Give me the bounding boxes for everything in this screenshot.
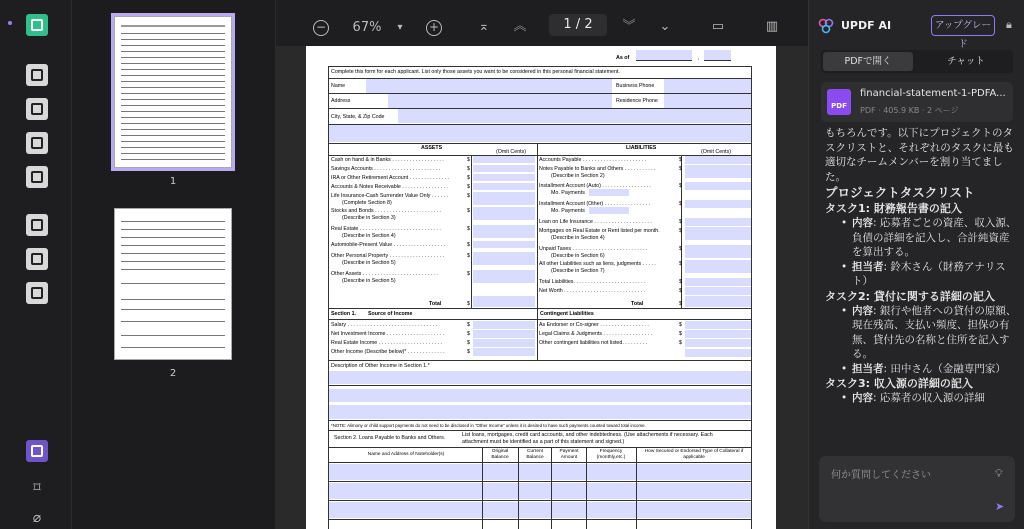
liability-dollar-sign: $: [679, 201, 682, 207]
income-value-field[interactable]: [473, 330, 535, 338]
form-tool-icon[interactable]: [26, 132, 48, 154]
thumbnail-label-1: 1: [169, 176, 177, 187]
liability-row-label: Mortgages on Real Estate or Rent listed per month.: [539, 228, 660, 234]
omit-cents-liabilities: (Omit Cents): [701, 149, 732, 155]
liability-dollar-sign: $: [679, 183, 682, 189]
liability-value-field[interactable]: [685, 245, 751, 258]
next-page-icon[interactable]: ︾: [622, 19, 636, 34]
income-row-label: Salary . . . . . . . . . . . . . . . . . . . . . . . . . . . . . . .: [331, 322, 438, 328]
last-page-icon[interactable]: ⌄: [659, 19, 671, 34]
liabilities-header: LIABILITIES: [626, 145, 657, 151]
ask-box[interactable]: [819, 456, 1015, 522]
edit-pdf-icon[interactable]: [26, 98, 48, 120]
other-income-desc-label: Description of Other Income in Section 1.*: [331, 363, 430, 369]
income-dollar-sign: $: [467, 322, 470, 328]
asset-row-sublabel: (Describe in Section 5): [342, 278, 396, 284]
asset-row-label: Other Assets . . . . . . . . . . . . . . . . . . . . . . . . . .: [331, 271, 438, 277]
liability-row-sublabel: Mo. Payments: [551, 190, 585, 196]
liability-row-label: Loan on Life Insurance . . . . . . . . . . . . . . . . . . . .: [539, 219, 652, 225]
asset-row-sublabel: (Complete Section 8): [342, 200, 392, 206]
file-card[interactable]: [821, 82, 1013, 122]
crop-pages-icon[interactable]: [26, 248, 48, 270]
liability-row-label: Installment Account (Auto) . . . . . . . . . . . . . . . . .: [539, 183, 651, 189]
fill-sign-icon[interactable]: [26, 166, 48, 188]
liability-dollar-sign: $: [679, 246, 682, 252]
liability-value-field[interactable]: [685, 287, 751, 295]
asset-value-field[interactable]: [473, 183, 535, 190]
previous-page-icon[interactable]: ︽: [513, 19, 527, 34]
residence-phone-label: Residence Phone: [616, 98, 658, 104]
liability-row-label: Unpaid Taxes . . . . . . . . . . . . . . . . . . . . . . . . . .: [539, 246, 648, 252]
contingent-title: Contingent Liabilities: [540, 311, 594, 317]
name-label: Name: [331, 83, 346, 89]
loans-table-column-header: Current Balance: [526, 449, 544, 460]
asset-dollar-sign: $: [467, 175, 470, 181]
income-row-label: Other Income (Describe below)* . . . . . . . . . . . . .: [331, 349, 445, 355]
name-field[interactable]: [366, 79, 612, 93]
liability-row-label: All other Liabilities such as liens, judgments . . . . .: [539, 261, 656, 267]
contingent-dollar-sign: $: [679, 322, 682, 328]
liability-value-field[interactable]: [685, 156, 751, 164]
income-value-field[interactable]: [473, 348, 535, 356]
liability-row-sublabel: (Describe in Section 4): [551, 235, 605, 241]
task-list-title: プロジェクトタスクリスト: [825, 185, 975, 200]
active-dot-indicator: [8, 21, 12, 25]
asset-dollar-sign: $: [467, 157, 470, 163]
city-state-zip-field[interactable]: [398, 109, 751, 123]
instructions: Complete this form for each applicant. List only those assets you want to be considered in this personal financial statement.: [331, 69, 620, 75]
zoom-dropdown-icon[interactable]: ▾: [397, 22, 403, 33]
thumbnail-panel: [72, 0, 276, 529]
asset-total-dollar: $: [467, 301, 470, 307]
other-income-desc-field-1[interactable]: [329, 371, 751, 384]
as-of-comma: ,: [698, 55, 700, 61]
as-of-date-field[interactable]: [636, 50, 692, 60]
liability-dollar-sign: $: [679, 288, 682, 294]
income-dollar-sign: $: [467, 349, 470, 355]
asset-row-sublabel: (Describe in Section 3): [342, 215, 396, 221]
upgrade-button[interactable]: アップグレード: [931, 15, 995, 36]
asset-row-label: Stocks and Bonds . . . . . . . . . . . . . . . . . . . . . . .: [331, 208, 442, 214]
income-value-field[interactable]: [473, 339, 535, 347]
liability-dollar-sign: $: [679, 261, 682, 267]
prompt-suggestion-icon[interactable]: 💡︎: [995, 467, 1003, 480]
omit-cents-assets: (Omit Cents): [496, 149, 527, 155]
section2-label: Section 2. Loans Payable to Banks and Others.: [334, 435, 446, 441]
contingent-dollar-sign: $: [679, 340, 682, 346]
liability-row-sublabel: (Describe in Section 2): [551, 173, 605, 179]
liability-value-field[interactable]: [685, 218, 751, 226]
liability-row-sublabel: (Describe in Section 6): [551, 253, 605, 259]
city-state-zip-field-2[interactable]: [329, 125, 751, 142]
liability-value-field[interactable]: [685, 227, 751, 240]
task-1-title: タスク1: 財務報告書の記入: [825, 202, 962, 215]
liability-row-label: Accounts Payable . . . . . . . . . . . . . . . . . . . . . .: [539, 157, 647, 163]
asset-value-field[interactable]: [473, 156, 535, 163]
pdf-file-icon: PDF: [827, 89, 851, 115]
asset-value-field[interactable]: [473, 174, 535, 181]
loans-table-column-header: How Secured or Endorsed Type of Collateral if applicable: [644, 449, 744, 460]
task-1-owner: • 担当者: 鈴木さん（財務アナリスト）: [841, 260, 1017, 289]
contingent-row-label: As Endorser or Co-signer . . . . . . . . . . . . . . . . .: [539, 322, 649, 328]
as-of-label: As of: [616, 55, 630, 61]
task-3-content: • 内容: 応募者の収入源の詳細: [841, 391, 1017, 406]
asset-value-field[interactable]: [473, 192, 535, 205]
asset-dollar-sign: $: [467, 271, 470, 277]
asset-value-field[interactable]: [473, 252, 535, 265]
income-dollar-sign: $: [467, 331, 470, 337]
address-field[interactable]: [388, 94, 612, 108]
loans-table-row-2[interactable]: [329, 483, 751, 499]
ask-input[interactable]: 何か質問してください: [831, 470, 931, 481]
other-income-desc-field-2[interactable]: [329, 389, 751, 402]
contingent-value-field[interactable]: [685, 330, 751, 338]
contingent-value-field[interactable]: [685, 349, 751, 357]
liability-value-field[interactable]: [685, 165, 751, 178]
liability-row-label: Notes Payable to Banks and Others . . . . . . . . . . .: [539, 166, 656, 172]
document-toolbar: [276, 0, 808, 46]
income-dollar-sign: $: [467, 340, 470, 346]
asset-row-label: IRA or Other Retirement Account . . . . . . . . . . . . . .: [331, 175, 450, 181]
pdf-viewer[interactable]: [276, 46, 808, 529]
loans-table-column-header: Frequency (monthly,etc.): [596, 449, 626, 460]
liability-dollar-sign: $: [679, 279, 682, 285]
task-1-content: • 内容: 応募者ごとの資産、収入源、負債の詳細を記入し、合計純資産を算出する。: [841, 216, 1017, 260]
liabilities-total-field[interactable]: [685, 296, 751, 307]
asset-value-field[interactable]: [473, 241, 535, 248]
organize-pages-icon[interactable]: [26, 214, 48, 236]
presentation-icon[interactable]: ▭: [711, 19, 725, 34]
zoom-level[interactable]: 67%: [352, 20, 382, 35]
business-phone-field[interactable]: [664, 79, 751, 93]
asset-row-label: Life Insurance-Cash Surrender Value Only . . . . . .: [331, 193, 449, 199]
page-thumbnail-2[interactable]: [114, 208, 232, 360]
asset-value-field[interactable]: [473, 225, 535, 238]
contingent-row-label: Legal Claims & Judgments . . . . . . . . . . . . . . . . .: [539, 331, 653, 337]
pdf-page: [306, 46, 776, 529]
asset-dollar-sign: $: [467, 193, 470, 199]
task-2-content: • 内容: 銀行や他者への貸付の原額、現在残高、支払い頻度、担保の有無、貸付先の名称と住所を記入する。: [841, 304, 1017, 362]
assets-header: ASSETS: [421, 145, 443, 151]
contingent-value-field[interactable]: [685, 321, 751, 329]
liability-value-field[interactable]: [685, 182, 751, 190]
income-value-field[interactable]: [473, 321, 535, 329]
liability-value-field[interactable]: [685, 200, 751, 208]
business-phone-label: Business Phone: [616, 83, 655, 89]
send-icon[interactable]: ➤: [995, 500, 1005, 513]
asset-row-label: Other Personal Property . . . . . . . . . . . . . . . . . . .: [331, 253, 445, 259]
first-page-icon[interactable]: ⌅: [478, 19, 490, 34]
ai-panel-title: UPDF AI: [841, 19, 892, 32]
loans-table-row-1[interactable]: [329, 464, 751, 480]
liability-row-label: Total Liabilities. . . . . . . . . . . . . . . . . . . . . . . . .: [539, 279, 646, 285]
zoom-in-button[interactable]: +: [426, 20, 442, 36]
zoom-out-button[interactable]: −: [313, 20, 329, 36]
contingent-row-label: Other contingent liabilities not listed. . . . . . . . .: [539, 340, 648, 346]
asset-value-field[interactable]: [473, 165, 535, 172]
tab-open-pdf[interactable]: PDFで開く: [823, 52, 913, 71]
asset-row-label: Real Estate . . . . . . . . . . . . . . . . . . . . . . . . . . . .: [331, 226, 441, 232]
other-income-desc-field-3[interactable]: [329, 405, 751, 419]
liability-dollar-sign: $: [679, 157, 682, 163]
response-intro: もちろんです。以下にプロジェクトのタスクリストと、それぞれのタスクに最も適切なチームメンバーを割り当てました。: [825, 127, 1014, 183]
thumbnail-label-2: 2: [169, 368, 177, 379]
task-2-owner: • 担当者: 田中さん（金融専門家）: [841, 362, 1017, 377]
loans-table-column-header: Payment Amount: [559, 449, 579, 460]
liabilities-total-label: Total: [631, 301, 644, 307]
asset-dollar-sign: $: [467, 226, 470, 232]
liability-row-label: Net Worth . . . . . . . . . . . . . . . . . . . . . . . . . . . .: [539, 288, 646, 294]
ai-mode-tabs: [821, 50, 1013, 73]
loans-table-column-header: Original Balance: [491, 449, 509, 460]
page-display-icon[interactable]: ▥: [765, 19, 779, 34]
lock-icon[interactable]: 🔒︎: [1006, 18, 1012, 31]
mo-payment-field[interactable]: [589, 189, 629, 196]
asset-value-field[interactable]: [473, 270, 535, 283]
task-2-title: タスク2: 貸付に関する詳細の記入: [825, 289, 995, 303]
asset-row-label: Accounts & Notes Receivable . . . . . . . . . . . . . . . .: [331, 184, 448, 190]
contingent-dollar-sign: $: [679, 331, 682, 337]
asset-dollar-sign: $: [467, 184, 470, 190]
asset-dollar-sign: $: [467, 166, 470, 172]
page-indicator[interactable]: 1 / 2: [549, 14, 607, 36]
income-row-label: Net Investment Income . . . . . . . . . . . . . . . . . . . .: [331, 331, 445, 337]
asset-row-sublabel: (Describe in Section 5): [342, 260, 396, 266]
liability-row-sublabel: Mo. Payments: [551, 208, 585, 214]
page-thumbnail-1[interactable]: [114, 16, 232, 168]
residence-phone-field[interactable]: [664, 94, 751, 108]
section1-label: Section 1.: [331, 311, 357, 317]
ai-response: [825, 126, 1017, 448]
address-label: Address: [331, 98, 351, 104]
liability-dollar-sign: $: [679, 228, 682, 234]
asset-row-label: Savings Accounts . . . . . . . . . . . . . . . . . . . . . . .: [331, 166, 441, 172]
liability-total-dollar: $: [679, 301, 682, 307]
section2-description: List loans, mortgages, credit card accounts, and other indebtedness. (Use attachements if necessary. Each attachment must be identified as a part of this statement and signed.): [462, 432, 713, 445]
as-of-year-field[interactable]: [704, 50, 731, 60]
alimony-note: *NOTE: Alimony or child support payments do not need to be disclosed in "Other Income" unless it is desired to have such payments counted toward total income.: [331, 423, 646, 428]
contingent-value-field[interactable]: [685, 339, 751, 347]
attachment-icon[interactable]: ⌀: [32, 510, 42, 526]
asset-row-label: Cash on hand & in Banks . . . . . . . . . . . . . . . . . .: [331, 157, 444, 163]
income-row-label: Real Estate Income . . . . . . . . . . . . . . . . . . . . . .: [331, 340, 442, 346]
liability-row-sublabel: (Describe in Section 7): [551, 268, 605, 274]
mo-payment-field[interactable]: [589, 207, 629, 214]
bookmark-icon[interactable]: ⌑: [33, 480, 41, 496]
updf-ai-logo-icon: [818, 18, 834, 34]
file-meta: PDF · 405.9 KB · 2 ページ: [860, 106, 959, 115]
liability-value-field[interactable]: [685, 278, 751, 286]
asset-dollar-sign: $: [467, 242, 470, 248]
reader-mode-icon[interactable]: [26, 14, 48, 36]
task-3-title: タスク3: 収入源の詳細の記入: [825, 377, 973, 390]
assets-total-field[interactable]: [473, 296, 535, 307]
city-state-zip-label: City, State, & Zip Code: [331, 114, 385, 120]
protect-pdf-icon[interactable]: [26, 282, 48, 304]
assets-total-label: Total: [429, 301, 442, 307]
loans-table-column-header: Name and Address of Noteholder(s): [367, 452, 445, 457]
asset-dollar-sign: $: [467, 208, 470, 214]
liability-dollar-sign: $: [679, 219, 682, 225]
asset-value-field[interactable]: [473, 207, 535, 220]
layers-icon[interactable]: [26, 440, 48, 462]
asset-row-sublabel: (Describe in Section 4): [342, 233, 396, 239]
tab-chat[interactable]: チャット: [947, 56, 985, 67]
left-toolbar: [0, 0, 72, 529]
liability-value-field[interactable]: [685, 260, 751, 273]
section1-title: Source of Income: [368, 311, 413, 317]
asset-row-label: Automobile-Present Value . . . . . . . . . . . . . . . . . .: [331, 242, 446, 248]
asset-dollar-sign: $: [467, 253, 470, 259]
file-name: financial-statement-1-PDFA...: [860, 88, 1006, 99]
liability-dollar-sign: $: [679, 166, 682, 172]
loans-table-row-3[interactable]: [329, 502, 751, 518]
comment-tool-icon[interactable]: [26, 64, 48, 86]
liability-row-label: Installment Account (Other) . . . . . . . . . . . . . . . .: [539, 201, 651, 207]
ai-assistant-panel: [808, 0, 1024, 529]
